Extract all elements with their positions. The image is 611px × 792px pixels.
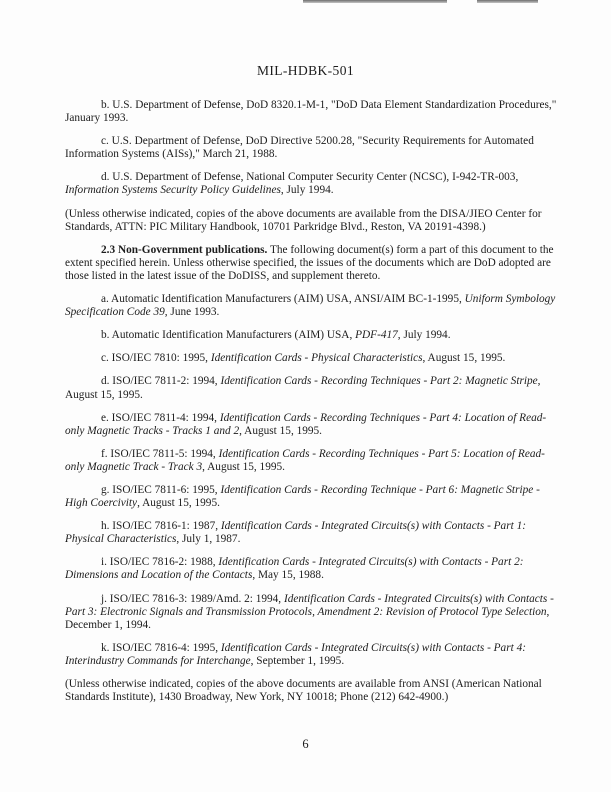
text-segment: e. ISO/IEC 7811-4: 1994, <box>101 411 220 424</box>
paragraph <box>65 244 559 283</box>
text-segment: Identification Cards - Integrated Circuits(s) with Contacts - Part 1: Physical Characteristics <box>65 520 526 546</box>
text-segment: j. ISO/IEC 7816-3: 1989/Amd. 2: 1994, <box>101 592 284 605</box>
text-segment: , December 1, 1994. <box>65 605 550 631</box>
scan-artifact-bar-left <box>303 0 447 3</box>
text-segment: , July 1, 1987. <box>176 533 241 546</box>
text-segment: , August 15, 1995. <box>422 352 506 365</box>
text-segment: The following document(s) form a part of this document to the extent specified herein. Unless otherwise specified, the issues of the documents which are DoD adopted are those listed in the latest issue of the DoDISS, and supplement thereto. <box>65 243 554 282</box>
text-segment: d. ISO/IEC 7811-2: 1994, <box>101 375 221 388</box>
scan-artifact-bar-right <box>477 0 538 3</box>
text-segment: , July 1994. <box>280 184 334 197</box>
paragraph <box>65 375 559 401</box>
text-segment: k. ISO/IEC 7816-4: 1995, <box>101 641 221 654</box>
paragraph <box>65 171 559 197</box>
text-segment: b. U.S. Department of Defense, DoD 8320.1-M-1, "DoD Data Element Standardization Procedures," January 1993. <box>65 99 557 125</box>
text-segment: Identification Cards - Recording Techniques - Part 2: Magnetic Stripe <box>220 375 538 388</box>
text-segment: Identification Cards - Recording Techniques - Part 4: Location of Read-only Magnetic Tracks - Tracks 1 and 2 <box>65 411 547 437</box>
text-segment: c. ISO/IEC 7810: 1995, <box>101 352 211 365</box>
paragraph <box>65 208 559 234</box>
text-segment: , May 15, 1988. <box>252 569 324 582</box>
paragraph <box>65 99 559 125</box>
text-segment: c. U.S. Department of Defense, DoD Directive 5200.28, "Security Requirements for Automated Information Systems (AISs)," March 21, 1988. <box>65 135 534 161</box>
paragraph <box>65 520 559 546</box>
text-segment: Identification Cards - Integrated Circuits(s) with Contacts - Part 3: Electronic Signals and Transmission Protocols, Amendment 2: Revision of Protocol Type Selection <box>65 592 554 618</box>
text-segment: , August 15, 1995. <box>239 424 323 437</box>
paragraph <box>65 352 559 365</box>
text-segment: b. Automatic Identification Manufacturers (AIM) USA, <box>101 329 356 342</box>
text-segment: , August 15, 1995. <box>65 375 541 401</box>
text-segment: , August 15, 1995. <box>202 460 285 473</box>
text-segment: 2.3 Non-Government publications. <box>101 243 268 256</box>
paragraph <box>65 642 559 668</box>
text-segment: Information Systems Security Policy Guidelines <box>65 184 281 197</box>
paragraph <box>65 135 559 161</box>
text-segment: , August 15, 1995. <box>137 497 220 510</box>
paragraph <box>65 448 559 474</box>
paragraph <box>65 678 559 704</box>
text-segment: Identification Cards - Integrated Circuits(s) with Contacts - Part 2: Dimensions and Location of the Contacts <box>65 556 524 582</box>
text-segment: , July 1994. <box>397 329 451 342</box>
text-segment: Identification Cards - Recording Technique - Part 6: Magnetic Stripe - High Coercivity <box>65 483 540 510</box>
document-header-title: MIL-HDBK-501 <box>256 63 355 78</box>
paragraph <box>65 412 559 438</box>
text-segment: Uniform Symbology Specification Code 39 <box>65 293 556 319</box>
text-segment: d. U.S. Department of Defense, National Computer Security Center (NCSC), I-942-TR-003, <box>101 171 519 184</box>
text-segment: f. ISO/IEC 7811-5: 1994, <box>101 447 219 460</box>
paragraph <box>65 593 559 632</box>
page-number: 6 <box>302 737 309 751</box>
paragraph <box>65 329 559 342</box>
document-body <box>65 99 559 714</box>
text-segment: Identification Cards - Integrated Circuits(s) with Contacts - Part 4: Interindustry Commands for Interchange <box>65 641 526 667</box>
paragraph <box>65 293 559 319</box>
text-segment: a. Automatic Identification Manufacturers (AIM) USA, ANSI/AIM BC-1-1995, <box>101 293 465 306</box>
paragraph <box>65 484 559 510</box>
text-segment: h. ISO/IEC 7816-1: 1987, <box>101 520 221 533</box>
text-segment: g. ISO/IEC 7811-6: 1995, <box>101 483 221 496</box>
text-segment: , June 1993. <box>164 306 220 319</box>
text-segment: PDF-417 <box>355 329 398 342</box>
text-segment: , September 1, 1995. <box>250 654 345 667</box>
text-segment: Identification Cards - Physical Characteristics <box>210 352 423 365</box>
text-segment: Identification Cards - Recording Techniques - Part 5: Location of Read-only Magnetic Track - Track 3 <box>65 447 545 473</box>
text-segment: (Unless otherwise indicated, copies of the above documents are available from the DISA/JIEO Center for Standards, ATTN: PIC Military Handbook, 10701 Parkridge Blvd., Reston, VA 20191-4398.) <box>65 207 542 233</box>
paragraph <box>65 556 559 582</box>
text-segment: i. ISO/IEC 7816-2: 1988, <box>101 556 219 569</box>
text-segment: (Unless otherwise indicated, copies of the above documents are available from ANSI (American National Standards Institute), 1430 Broadway, New York, NY 10018; Phone (212) 642-4900.) <box>65 678 542 704</box>
